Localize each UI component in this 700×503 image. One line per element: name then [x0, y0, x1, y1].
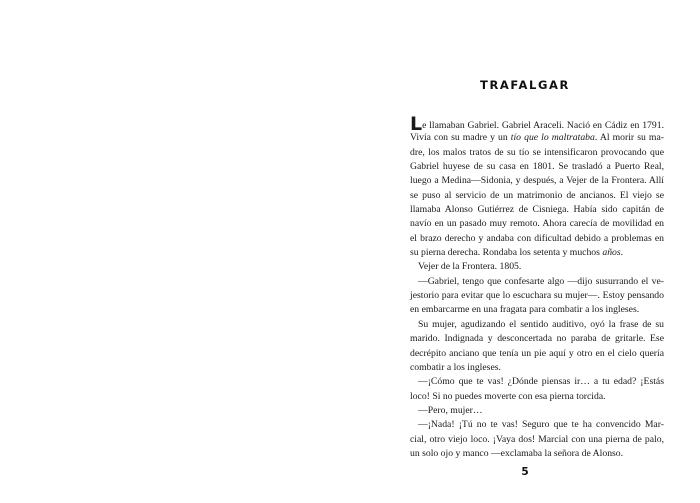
page-number: 5 [521, 466, 529, 478]
text-line: Vejer de la Frontera. 1805. [418, 261, 522, 273]
body-text [410, 113, 664, 461]
text-line: —¡Cómo que te vas! ¿Dónde piensas ir… a tu edad? ¡Estás [418, 376, 664, 388]
drop-cap: L [410, 113, 423, 135]
text-line: Gabriel huyese de su casa en 1801. Se trasladó a Puerto Real, [410, 161, 664, 173]
text-line: jestorio para evitar que lo escuchara su mujer—. Estoy pensando [410, 290, 664, 302]
text-line: en embarcarme en una fragata para combatir a los ingleses. [410, 304, 640, 316]
text-line: el brazo derecho y andaba con dificultad debido a problemas en [410, 232, 664, 244]
chapter-title: TRAFALGAR [480, 78, 570, 92]
right-page [350, 0, 700, 503]
text-line: Su mujer, agudizando el sentido auditivo, oyó la frase de su [418, 318, 664, 330]
text-line: loco! Si no puedes moverte con esa pierna torcida. [410, 390, 606, 402]
text-line: dre, los malos tratos de su tío se intensificaron provocando que [410, 146, 664, 158]
text-line: se puso al servicio de un matrimonio de ancianos. El viejo se [410, 189, 664, 201]
text-line: —¡Nada! ¡Tú no te vas! Seguro que te ha convencido Mar- [418, 419, 664, 431]
text-line: —Gabriel, tengo que confesarte algo —dijo susurrando el ve- [418, 275, 664, 287]
text-line: navío en un pasado muy remoto. Ahora carecía de movilidad en [410, 218, 664, 230]
text-line: combatir a los ingleses. [410, 361, 501, 373]
text-line: decrépito anciano que tenía un pie aquí y otro en el cielo quería [410, 347, 664, 359]
text-line: llamaba Alonso Gutiérrez de Cisniega. Había sido capitán de [410, 204, 664, 216]
text-line: un solo ojo y manco —exclamaba la señora de Alonso. [410, 447, 624, 459]
text-line: marido. Indignada y desconcertada no paraba de gritarle. Ese [410, 333, 664, 345]
text-line: su pierna derecha. Rondaba los setenta y muchos años. [410, 247, 624, 259]
text-line: Vivía con su madre y un tío que lo maltrataba. Al morir su ma- [410, 132, 664, 144]
text-line: Le llamaban Gabriel. Gabriel Araceli. Nació en Cádiz en 1791. [410, 113, 664, 135]
text-line: luego a Medina—Sidonia, y después, a Vejer de la Frontera. Allí [410, 175, 664, 187]
text-line: cial, otro viejo loco. ¡Vaya dos! Marcial con una pierna de palo, [410, 433, 664, 445]
text-line: —Pero, mujer… [418, 404, 483, 416]
